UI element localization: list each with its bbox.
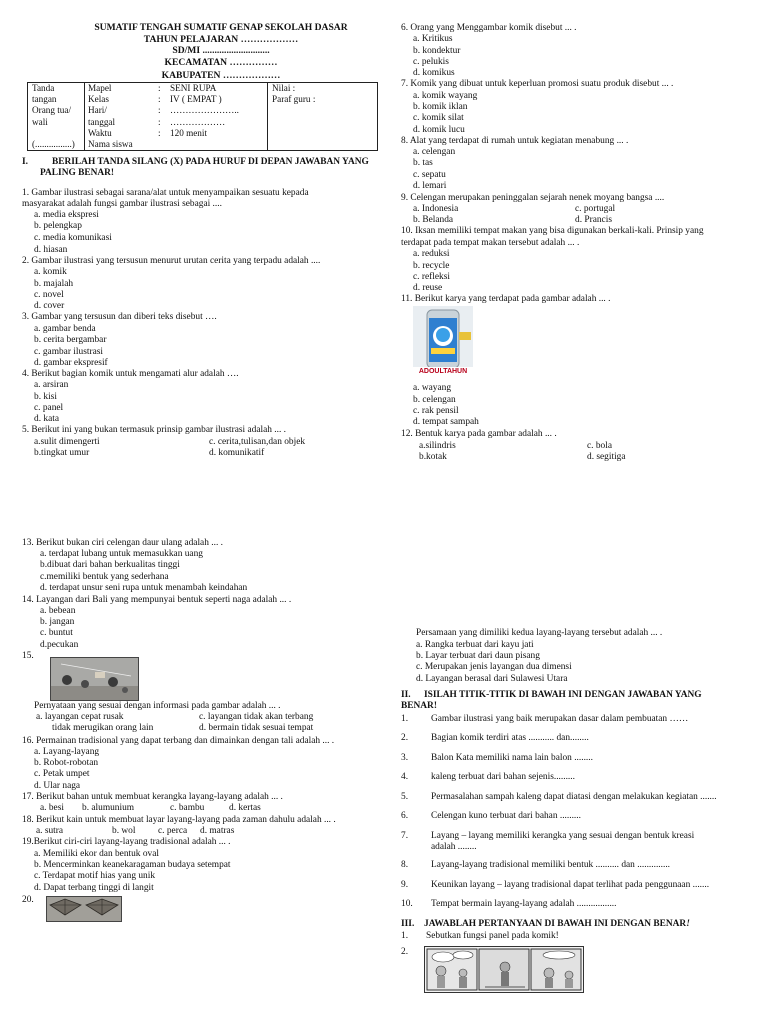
q11-option-d[interactable]: d. tempat sampah: [413, 417, 479, 427]
q8-option-c[interactable]: c. sepatu: [413, 170, 446, 180]
kite-scene-image: [50, 657, 139, 701]
q18-option-c[interactable]: c. perca: [158, 826, 188, 836]
two-kites-image: [46, 896, 122, 922]
score-cell: [268, 83, 378, 151]
q13-option-d[interactable]: d. terdapat unsur seni rupa untuk menambah keindahan: [40, 583, 248, 593]
fill-item-2: Bagian komik terdiri atas ........... dan........: [431, 733, 589, 743]
q1-option-b[interactable]: b. pelengkap: [34, 221, 82, 231]
q11-option-b[interactable]: b. celengan: [413, 395, 456, 405]
q6-option-b[interactable]: b. kondektur: [413, 46, 461, 56]
q1-option-c[interactable]: c. media komunikasi: [34, 233, 112, 243]
q14-option-b[interactable]: b. jangan: [40, 617, 75, 627]
essay-item-1: Sebutkan fungsi panel pada komik!: [426, 931, 559, 941]
fill-item-1: Gambar ilustrasi yang baik merupakan dasar dalam pembuatan ……: [431, 714, 689, 724]
section1-title-2: PALING BENAR!: [40, 168, 115, 178]
q10-option-c[interactable]: c. refleksi: [413, 272, 450, 282]
q16-option-a[interactable]: a. Layang-layang: [34, 747, 100, 757]
fill-item-8: Layang-layang tradisional memiliki bentuk .......... dan ..............: [431, 860, 671, 870]
q5-option-d[interactable]: d. komunikatif: [209, 448, 265, 458]
q15-option-c[interactable]: c. layangan tidak akan terbang: [199, 712, 314, 722]
fill-item-7: Layang – layang memiliki kerangka yang sesuai dengan bentuk kreasi: [431, 831, 695, 841]
q6-option-a[interactable]: a. Kritikus: [413, 34, 453, 44]
q11-option-c[interactable]: c. rak pensil: [413, 406, 459, 416]
q5-option-a[interactable]: a.sulit dimengerti: [34, 437, 100, 447]
q12-option-b[interactable]: b.kotak: [419, 452, 447, 462]
q1-option-a[interactable]: a. media ekspresi: [34, 210, 99, 220]
q7-option-c[interactable]: c. komik silat: [413, 113, 464, 123]
mapel-value: SENI RUPA: [170, 83, 217, 93]
section2-title-2: BENAR!: [401, 701, 437, 711]
comic-panels-image: [424, 946, 584, 993]
q15-option-d[interactable]: d. bermain tidak sesuai tempat: [199, 723, 314, 733]
section1-title: BERILAH TANDA SILANG (X) PADA HURUF DI DEPAN JAWABAN YANG: [52, 157, 369, 167]
q2-option-b[interactable]: b. majalah: [34, 279, 74, 289]
q4-option-a[interactable]: a. arsiran: [34, 380, 69, 390]
info-cell: Mapel Kelas Hari/ tanggal Waktu Nama siswa : : : : : SENI RUPA IV ( EMPAT ) ………………….. ……………… 120 menit: [85, 83, 268, 151]
q5-option-c[interactable]: c. cerita,tulisan,dan objek: [209, 437, 306, 447]
q18-option-b[interactable]: b. wol: [112, 826, 136, 836]
q19-option-c[interactable]: c. Terdapat motif hias yang unik: [34, 871, 156, 881]
q7-option-d[interactable]: d. komik lucu: [413, 125, 465, 135]
mapel-label: Mapel: [88, 83, 112, 93]
q13-option-a[interactable]: a. terdapat lubang untuk memasukkan uang: [40, 549, 203, 559]
q10-option-d[interactable]: d. reuse: [413, 283, 443, 293]
q10-option-a[interactable]: a. reduksi: [413, 249, 450, 259]
can-bank-image: [413, 306, 473, 376]
hari-value: …………………..: [170, 105, 239, 116]
q8-option-a[interactable]: a. celengan: [413, 147, 456, 157]
q17-option-d[interactable]: d. kertas: [229, 803, 261, 813]
section2-number: II.: [401, 690, 411, 700]
q4-option-d[interactable]: d. kata: [34, 414, 59, 424]
q12-option-c[interactable]: c. bola: [587, 441, 612, 451]
q5-option-b[interactable]: b.tingkat umur: [34, 448, 90, 458]
q16-option-c[interactable]: c. Petak umpet: [34, 769, 90, 779]
q9-option-a[interactable]: a. Indonesia: [413, 204, 459, 214]
fill-item-3: Balon Kata memiliki nama lain balon ........: [431, 753, 593, 763]
nilai-label: Nilai :: [272, 83, 296, 93]
q18-option-a[interactable]: a. sutra: [36, 826, 64, 836]
nama-label: Nama siswa: [88, 139, 133, 150]
q20-option-b[interactable]: b. Layar terbuat dari daun pisang: [416, 651, 540, 661]
q16-option-b[interactable]: b. Robot-robotan: [34, 758, 99, 768]
section2-title: ISILAH TITIK-TITIK DI BAWAH INI DENGAN JAWABAN YANG: [424, 690, 702, 700]
q15-option-b[interactable]: tidak merugikan orang lain: [52, 723, 154, 733]
two-kites-illustration: [47, 897, 121, 921]
title-line-4: KECAMATAN ……………: [164, 57, 278, 68]
q3-option-b[interactable]: b. cerita bergambar: [34, 335, 107, 345]
title-line-2: TAHUN PELAJARAN ………………: [143, 34, 299, 45]
q18-option-d[interactable]: d. matras: [200, 826, 235, 836]
q17-option-a[interactable]: a. besi: [40, 803, 64, 813]
q15-option-a[interactable]: a. layangan cepat rusak: [36, 712, 124, 722]
waktu-value: 120 menit: [170, 127, 208, 138]
fill-item-4: kaleng terbuat dari bahan sejenis.........: [431, 772, 575, 782]
q8-option-b[interactable]: b. tas: [413, 158, 433, 168]
identity-table: [27, 82, 378, 151]
fill-item-5: Permasalahan sampah kaleng dapat diatasi dengan melakukan kegiatan .......: [431, 792, 717, 802]
q20-option-d[interactable]: d. Layangan berasal dari Sulawesi Utara: [416, 674, 568, 684]
essay-item-2: 2.: [401, 947, 409, 957]
can-illustration: [413, 306, 473, 376]
section3-title: JAWABLAH PERTANYAAN DI BAWAH INI DENGAN BENAR!: [424, 919, 690, 929]
q9-option-c[interactable]: c. portugal: [575, 204, 616, 214]
kelas-label: Kelas: [88, 94, 109, 105]
q13-option-b[interactable]: b.dibuat dari bahan berkualitas tinggi: [40, 560, 180, 570]
comic-panels-illustration: [425, 947, 583, 992]
can-caption: ADOULTAHUN: [413, 367, 473, 376]
fill-item-6: Celengan kuno terbuat dari bahan .........: [431, 811, 581, 821]
q19-option-d[interactable]: d. Dapat terbang tinggi di langit: [34, 883, 154, 893]
q4-option-b[interactable]: b. kisi: [34, 392, 57, 402]
q14-option-d[interactable]: d.pecukan: [40, 640, 79, 650]
q10-option-b[interactable]: b. recycle: [413, 261, 450, 271]
q19-option-a[interactable]: a. Memiliki ekor dan bentuk oval: [34, 849, 159, 859]
q2-option-d[interactable]: d. cover: [34, 301, 65, 311]
hari-label: Hari/: [88, 105, 107, 116]
paraf-label: Paraf guru :: [272, 94, 316, 105]
q1-option-d[interactable]: d. hiasan: [34, 245, 68, 255]
title-line-1: SUMATIF TENGAH SUMATIF GENAP SEKOLAH DASAR: [94, 22, 348, 33]
q3-option-c[interactable]: c. gambar ilustrasi: [34, 347, 103, 357]
q3-option-d[interactable]: d. gambar ekspresif: [34, 358, 108, 368]
q7-option-b[interactable]: b. komik iklan: [413, 102, 468, 112]
q6-option-c[interactable]: c. pelukis: [413, 57, 449, 67]
q11-option-a[interactable]: a. wayang: [413, 383, 452, 393]
q14-option-a[interactable]: a. bebean: [40, 606, 76, 616]
signature-cell: Tanda tangan Orang tua/ wali (................): [28, 83, 85, 151]
q17-option-c[interactable]: c. bambu: [170, 803, 205, 813]
title-line-5: KABUPATEN ………………: [161, 70, 281, 81]
kelas-value: IV ( EMPAT ): [170, 94, 222, 105]
q7-option-a[interactable]: a. komik wayang: [413, 91, 478, 101]
q3-option-a[interactable]: a. gambar benda: [34, 324, 96, 334]
q12-option-d[interactable]: d. segitiga: [587, 452, 626, 462]
title-line-3: SD/MI ............................: [172, 45, 270, 56]
waktu-label: Waktu: [88, 127, 112, 138]
q2-option-a[interactable]: a. komik: [34, 267, 67, 277]
kite-scene-illustration: [51, 658, 138, 700]
q6-option-d[interactable]: d. komikus: [413, 68, 455, 78]
fill-item-10: Tempat bermain layang-layang adalah .................: [431, 899, 617, 909]
q8-option-d[interactable]: d. lemari: [413, 181, 447, 191]
q12-option-a[interactable]: a.silindris: [419, 441, 456, 451]
q19-option-b[interactable]: b. Mencerminkan keanekaragaman budaya setempat: [34, 860, 231, 870]
q9-option-d[interactable]: d. Prancis: [575, 215, 612, 225]
q4-option-c[interactable]: c. panel: [34, 403, 64, 413]
section3-number: III.: [401, 919, 415, 929]
q13-option-c[interactable]: c.memiliki bentuk yang sederhana: [40, 572, 169, 582]
q20-option-c[interactable]: c. Merupakan jenis layangan dua dimensi: [416, 662, 572, 672]
q20-option-a[interactable]: a. Rangka terbuat dari kayu jati: [416, 640, 534, 650]
section1-number: I.: [22, 157, 28, 167]
q17-option-b[interactable]: b. alumunium: [82, 803, 135, 813]
fill-item-9: Keunikan layang – layang tradisional dapat terlihat pada penggunaan .......: [431, 880, 710, 890]
q9-option-b[interactable]: b. Belanda: [413, 215, 454, 225]
q14-option-c[interactable]: c. buntut: [40, 628, 73, 638]
q16-option-d[interactable]: d. Ular naga: [34, 781, 81, 791]
q2-option-c[interactable]: c. novel: [34, 290, 64, 300]
